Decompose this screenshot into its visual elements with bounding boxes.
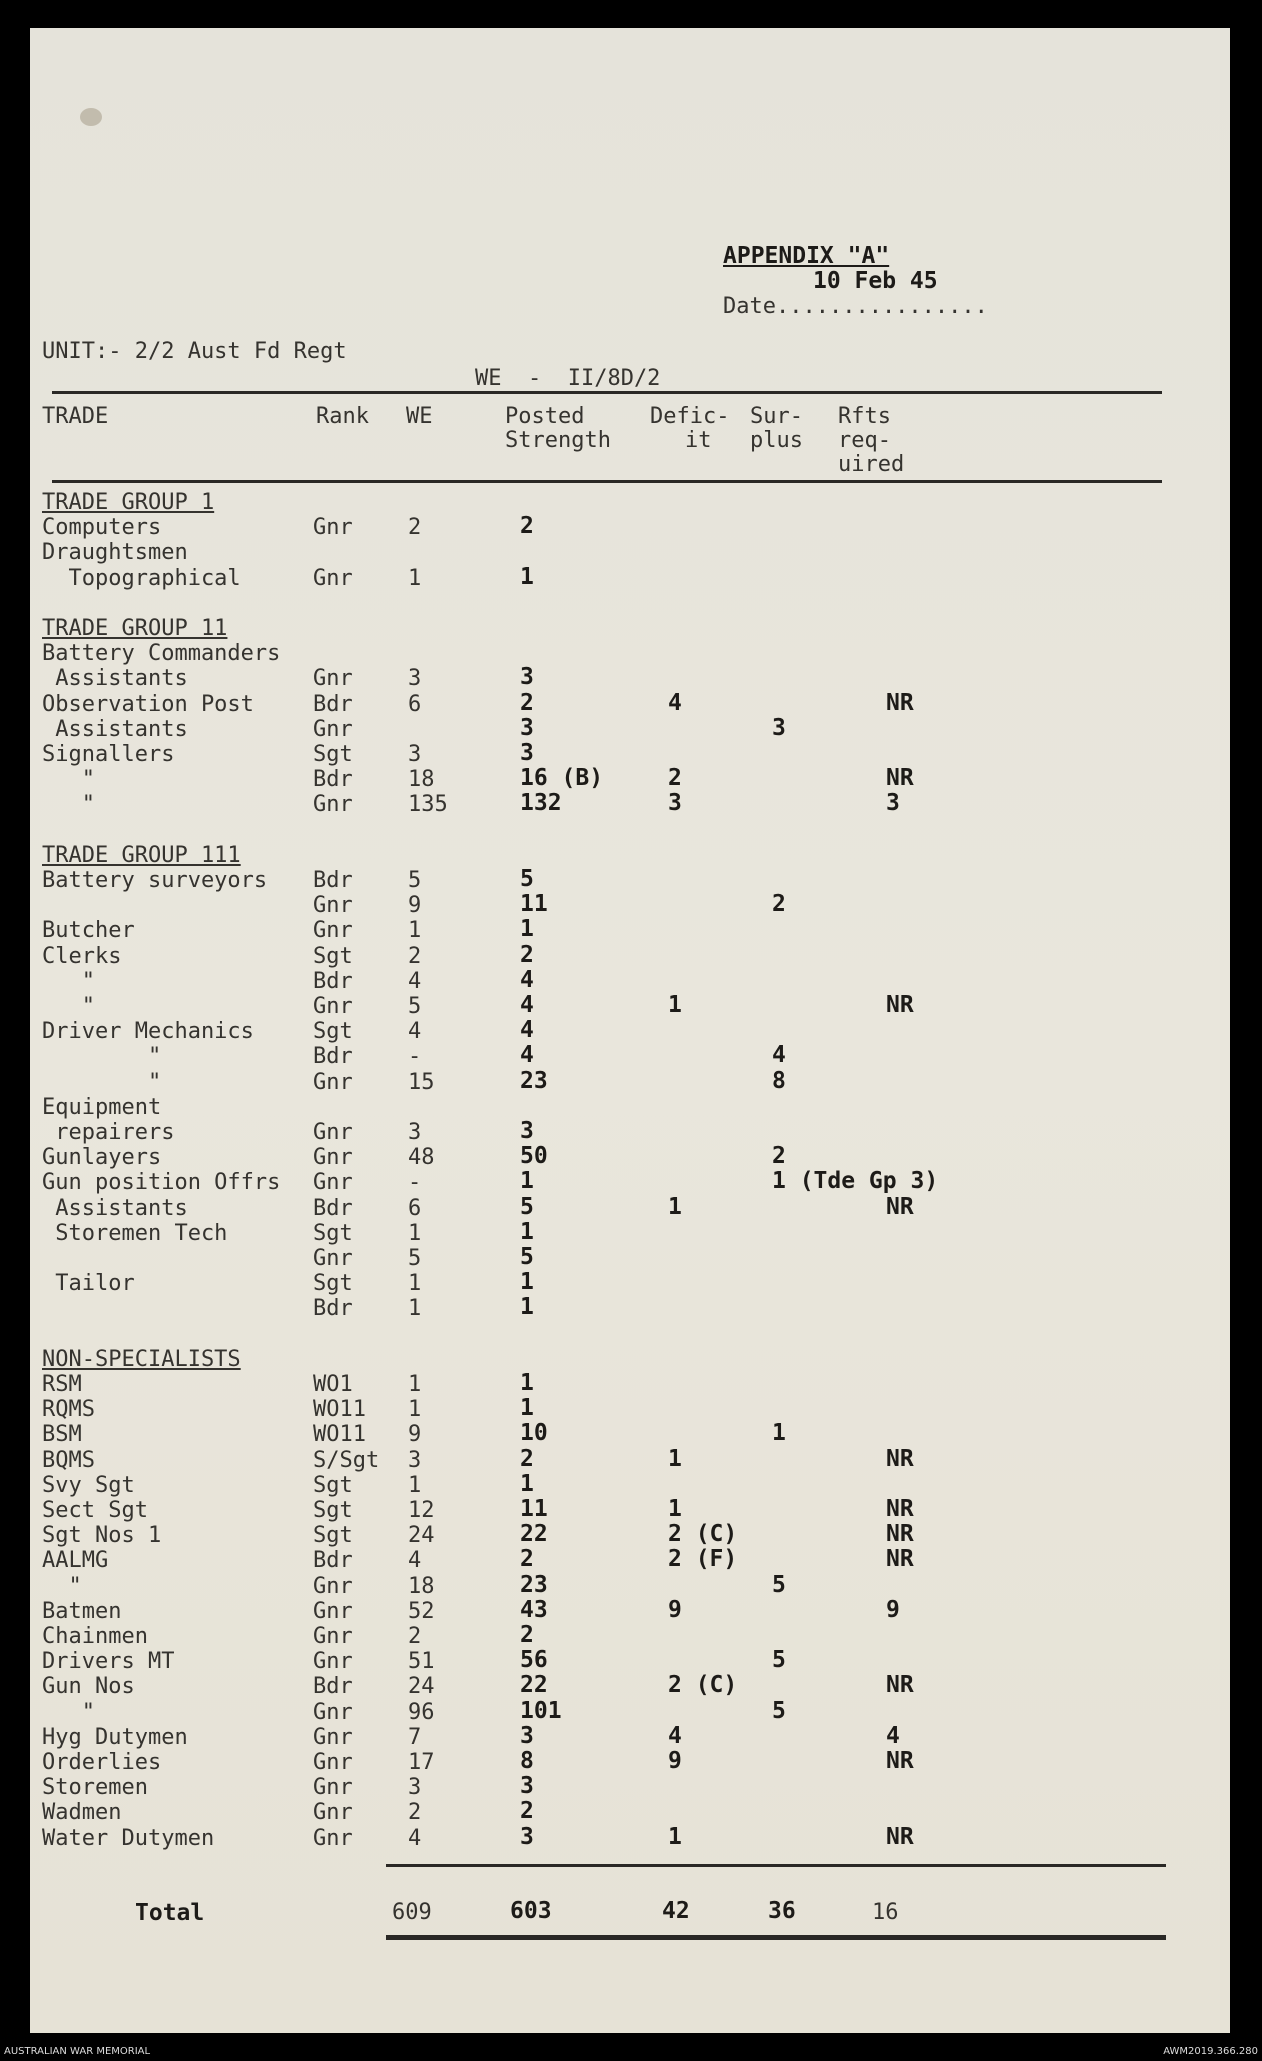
cell-rank: Gnr xyxy=(313,1724,353,1750)
cell-we: 15 xyxy=(408,1069,435,1095)
cell-deficit: 2 (C) xyxy=(668,1672,738,1699)
total-surplus: 36 xyxy=(768,1898,796,1924)
col-rfts-3: uired xyxy=(838,452,905,477)
section-heading: TRADE GROUP 111 xyxy=(42,842,241,868)
cell-posted: 3 xyxy=(520,1722,534,1749)
cell-rank: Sgt xyxy=(313,742,353,767)
cell-trade: Equipment xyxy=(42,1094,162,1120)
cell-rank: Gnr xyxy=(313,1573,353,1599)
cell-deficit: 1 xyxy=(668,1193,682,1220)
cell-rank: Gnr xyxy=(313,1246,353,1271)
col-deficit-2: it xyxy=(685,428,712,453)
cell-we: 4 xyxy=(408,1019,422,1045)
col-deficit-1: Defic- xyxy=(650,404,730,429)
cell-rfts: NR xyxy=(886,1193,914,1220)
cell-we: 1 xyxy=(408,1397,422,1423)
cell-posted: 8 xyxy=(520,1748,534,1774)
cell-we: 24 xyxy=(408,1674,435,1700)
cell-posted: 56 xyxy=(520,1647,548,1674)
cell-we: 96 xyxy=(408,1699,435,1725)
date-value: 10 Feb 45 xyxy=(813,268,938,294)
cell-posted: 4 xyxy=(520,992,534,1018)
ink-stain xyxy=(80,108,102,126)
cell-rfts: NR xyxy=(886,1748,914,1774)
cell-posted: 132 xyxy=(520,790,562,817)
cell-we: 5 xyxy=(408,1246,422,1271)
cell-rank: Gnr xyxy=(313,1170,353,1196)
cell-trade: Computers xyxy=(42,515,162,541)
cell-rfts: NR xyxy=(886,1823,914,1850)
cell-rank: S/Sgt xyxy=(313,1447,380,1473)
cell-rank: Gnr xyxy=(313,893,353,919)
cell-rfts: NR xyxy=(886,992,914,1018)
cell-deficit: 2 (F) xyxy=(668,1546,738,1573)
cell-we: 52 xyxy=(408,1598,435,1624)
cell-we: 9 xyxy=(408,1422,422,1448)
section-heading: TRADE GROUP 11 xyxy=(42,616,228,641)
cell-we: 7 xyxy=(408,1724,422,1750)
total-we: 609 xyxy=(392,1900,432,1925)
cell-deficit: 4 xyxy=(668,689,682,716)
cell-surplus: 5 xyxy=(772,1647,786,1674)
cell-surplus: 8 xyxy=(772,1067,786,1094)
cell-deficit: 1 xyxy=(668,1823,682,1850)
cell-we: 2 xyxy=(408,943,422,969)
cell-trade: Observation Post xyxy=(42,691,254,717)
cell-rank: Bdr xyxy=(313,968,353,994)
cell-trade: " xyxy=(42,1069,162,1095)
cell-we: 17 xyxy=(408,1750,435,1775)
col-rfts-2: req- xyxy=(838,428,891,453)
cell-trade: " xyxy=(42,767,95,793)
cell-posted: 43 xyxy=(520,1596,548,1623)
cell-trade: Wadmen xyxy=(42,1800,122,1826)
cell-we: 4 xyxy=(408,1825,422,1851)
col-trade: TRADE xyxy=(42,404,109,429)
cell-deficit: 9 xyxy=(668,1748,682,1774)
cell-posted: 1 xyxy=(520,916,534,943)
cell-deficit: 2 (C) xyxy=(668,1521,738,1548)
cell-we: - xyxy=(408,1170,422,1196)
cell-we: 12 xyxy=(408,1498,435,1523)
cell-posted: 1 xyxy=(520,1294,534,1321)
cell-surplus: 2 xyxy=(772,891,786,918)
cell-rfts: NR xyxy=(886,1496,914,1522)
cell-rfts: NR xyxy=(886,1521,914,1548)
cell-trade: Hyg Dutymen xyxy=(42,1724,188,1750)
cell-posted: 23 xyxy=(520,1067,548,1094)
cell-we: 6 xyxy=(408,691,422,717)
cell-we: 1 xyxy=(408,1271,422,1297)
cell-trade: Storemen xyxy=(42,1775,148,1801)
cell-posted: 2 xyxy=(520,1546,534,1573)
cell-posted: 4 xyxy=(520,1042,534,1069)
cell-rfts: NR xyxy=(886,1546,914,1573)
col-rfts-1: Rfts xyxy=(838,404,891,429)
cell-posted: 2 xyxy=(520,1622,534,1648)
cell-trade: Clerks xyxy=(42,943,122,969)
cell-we: 4 xyxy=(408,1548,422,1574)
cell-posted: 1 xyxy=(520,1470,534,1497)
cell-trade: RQMS xyxy=(42,1397,95,1423)
cell-rank: Sgt xyxy=(313,1019,353,1045)
cell-trade: Assistants xyxy=(42,716,188,742)
cell-surplus: 3 xyxy=(772,714,786,741)
cell-posted: 1 xyxy=(520,1395,534,1422)
cell-we: 1 xyxy=(408,918,422,944)
cell-rank: WO11 xyxy=(313,1422,366,1448)
cell-we: 51 xyxy=(408,1649,435,1675)
cell-posted: 11 xyxy=(520,891,548,918)
cell-trade: " xyxy=(42,994,95,1019)
cell-deficit: 2 xyxy=(668,765,682,792)
cell-rfts: 9 xyxy=(886,1596,900,1623)
cell-we: 3 xyxy=(408,1775,422,1801)
cell-posted: 1 xyxy=(520,1218,534,1245)
cell-rank: Gnr xyxy=(313,515,353,541)
cell-we: 18 xyxy=(408,767,435,793)
cell-rank: Gnr xyxy=(313,1649,353,1675)
cell-rfts: 3 xyxy=(886,790,900,817)
cell-posted: 3 xyxy=(520,1773,534,1800)
cell-surplus: 4 xyxy=(772,1042,786,1069)
unit-line: UNIT:- 2/2 Aust Fd Regt xyxy=(42,339,347,364)
cell-trade: Battery surveyors xyxy=(42,868,268,893)
total-rule-bottom xyxy=(386,1935,1166,1940)
cell-we: 48 xyxy=(408,1145,435,1171)
cell-trade: Sect Sgt xyxy=(42,1498,148,1523)
cell-we: 3 xyxy=(408,742,422,767)
cell-posted: 11 xyxy=(520,1496,548,1522)
cell-posted: 1 xyxy=(520,1168,534,1195)
cell-posted: 22 xyxy=(520,1672,548,1699)
cell-rfts: NR xyxy=(886,765,914,792)
cell-rank: Gnr xyxy=(313,1800,353,1826)
cell-we: 5 xyxy=(408,994,422,1019)
cell-rank: Gnr xyxy=(313,1750,353,1775)
cell-rank: Bdr xyxy=(313,1195,353,1221)
cell-trade: " xyxy=(42,968,95,994)
cell-rank: WO1 xyxy=(313,1372,353,1397)
cell-trade: Gunlayers xyxy=(42,1145,162,1171)
cell-rank: Gnr xyxy=(313,1699,353,1725)
cell-trade: Gun Nos xyxy=(42,1674,135,1700)
cell-we: 3 xyxy=(408,666,422,692)
cell-rank: Gnr xyxy=(313,1069,353,1095)
cell-rank: Gnr xyxy=(313,1775,353,1801)
cell-trade: Chainmen xyxy=(42,1624,148,1649)
cell-trade: Signallers xyxy=(42,742,175,767)
col-posted-2: Strength xyxy=(505,428,611,453)
col-posted-1: Posted xyxy=(505,404,585,429)
cell-rank: Bdr xyxy=(313,868,353,893)
cell-rfts: NR xyxy=(886,1445,914,1472)
cell-rank: Gnr xyxy=(313,1825,353,1851)
header-rule-top xyxy=(52,391,1162,394)
total-rfts: 16 xyxy=(872,1900,899,1925)
cell-rank: Bdr xyxy=(313,1296,353,1322)
cell-posted: 2 xyxy=(520,689,534,716)
document-page xyxy=(30,28,1230,2033)
cell-we: 1 xyxy=(408,1220,422,1246)
cell-trade: Assistants xyxy=(42,1195,188,1221)
cell-rank: Gnr xyxy=(313,1145,353,1171)
cell-posted: 1 xyxy=(520,563,534,590)
header-rule-bottom xyxy=(52,480,1162,483)
cell-trade: repairers xyxy=(42,1120,175,1145)
cell-deficit: 1 xyxy=(668,1496,682,1522)
footer-accession: AWM2019.366.280 xyxy=(1163,2046,1258,2057)
total-posted: 603 xyxy=(510,1898,552,1924)
cell-posted: 2 xyxy=(520,941,534,968)
cell-trade: Battery Commanders xyxy=(42,641,281,667)
cell-deficit: 4 xyxy=(668,1722,682,1749)
cell-deficit: 1 xyxy=(668,1445,682,1472)
cell-trade: Draughtsmen xyxy=(42,540,188,566)
cell-rank: Sgt xyxy=(313,1472,353,1498)
total-rule-top xyxy=(386,1864,1166,1867)
cell-we: 1 xyxy=(408,1296,422,1322)
cell-we: 6 xyxy=(408,1195,422,1221)
cell-trade: Svy Sgt xyxy=(42,1472,135,1498)
cell-deficit: 3 xyxy=(668,790,682,817)
cell-posted: 3 xyxy=(520,664,534,691)
cell-trade: Gun position Offrs xyxy=(42,1170,281,1196)
cell-we: 3 xyxy=(408,1447,422,1473)
cell-rank: Gnr xyxy=(313,1598,353,1624)
cell-we: 18 xyxy=(408,1573,435,1599)
cell-trade: Assistants xyxy=(42,666,188,692)
section-heading: NON-SPECIALISTS xyxy=(42,1346,241,1372)
cell-rank: WO11 xyxy=(313,1397,366,1423)
cell-posted: 50 xyxy=(520,1143,548,1170)
cell-rank: Gnr xyxy=(313,918,353,944)
cell-posted: 101 xyxy=(520,1697,562,1724)
cell-surplus: 1 (Tde Gp 3) xyxy=(772,1168,939,1195)
col-surplus-1: Sur- xyxy=(750,404,803,429)
cell-trade: Orderlies xyxy=(42,1750,162,1775)
cell-surplus: 1 xyxy=(772,1420,786,1447)
cell-surplus: 5 xyxy=(772,1697,786,1724)
cell-posted: 2 xyxy=(520,513,534,540)
cell-deficit: 9 xyxy=(668,1596,682,1623)
cell-trade: " xyxy=(42,1573,82,1599)
cell-trade: Water Dutymen xyxy=(42,1825,215,1851)
cell-we: 4 xyxy=(408,968,422,994)
cell-rank: Bdr xyxy=(313,1044,353,1070)
cell-posted: 3 xyxy=(520,740,534,766)
cell-we: 2 xyxy=(408,1800,422,1826)
col-we: WE xyxy=(406,404,433,429)
cell-rank: Gnr xyxy=(313,565,353,591)
cell-rfts: 4 xyxy=(886,1722,900,1749)
cell-trade: BSM xyxy=(42,1422,82,1448)
cell-we: 5 xyxy=(408,868,422,893)
cell-posted: 23 xyxy=(520,1571,548,1598)
cell-posted: 1 xyxy=(520,1269,534,1296)
cell-we: 1 xyxy=(408,565,422,591)
cell-posted: 22 xyxy=(520,1521,548,1548)
cell-rank: Sgt xyxy=(313,1220,353,1246)
footer-source: AUSTRALIAN WAR MEMORIAL xyxy=(4,2046,151,2057)
cell-trade: Batmen xyxy=(42,1598,122,1624)
cell-trade: Butcher xyxy=(42,918,135,944)
cell-trade: " xyxy=(42,1699,95,1725)
total-deficit: 42 xyxy=(662,1898,690,1924)
total-label: Total xyxy=(135,1900,205,1926)
cell-trade: Tailor xyxy=(42,1271,135,1297)
cell-we: 2 xyxy=(408,1624,422,1649)
cell-surplus: 2 xyxy=(772,1143,786,1170)
cell-we: 2 xyxy=(408,515,422,541)
cell-rank: Sgt xyxy=(313,1498,353,1523)
cell-posted: 4 xyxy=(520,1017,534,1044)
cell-posted: 2 xyxy=(520,1798,534,1825)
cell-trade: AALMG xyxy=(42,1548,109,1574)
cell-posted: 5 xyxy=(520,866,534,892)
cell-we: 3 xyxy=(408,1120,422,1145)
cell-trade: RSM xyxy=(42,1372,82,1397)
cell-posted: 3 xyxy=(520,714,534,741)
cell-posted: 4 xyxy=(520,966,534,993)
cell-posted: 5 xyxy=(520,1244,534,1270)
cell-we: - xyxy=(408,1044,422,1070)
cell-we: 9 xyxy=(408,893,422,919)
cell-rank: Gnr xyxy=(313,1120,353,1145)
section-heading: TRADE GROUP 1 xyxy=(42,490,215,515)
col-rank: Rank xyxy=(316,404,369,429)
cell-trade: Sgt Nos 1 xyxy=(42,1523,162,1549)
cell-posted: 10 xyxy=(520,1420,548,1447)
date-label: Date................ xyxy=(723,294,988,319)
cell-rank: Bdr xyxy=(313,767,353,793)
cell-deficit: 1 xyxy=(668,992,682,1018)
cell-posted: 3 xyxy=(520,1823,534,1850)
cell-trade: Topographical xyxy=(42,565,241,591)
cell-rfts: NR xyxy=(886,1672,914,1699)
cell-rank: Gnr xyxy=(313,792,353,818)
cell-trade: Storemen Tech xyxy=(42,1220,228,1246)
cell-we: 1 xyxy=(408,1472,422,1498)
cell-we: 1 xyxy=(408,1372,422,1397)
cell-we: 135 xyxy=(408,792,448,818)
cell-rank: Sgt xyxy=(313,1523,353,1549)
cell-posted: 16 (B) xyxy=(520,765,604,792)
cell-surplus: 5 xyxy=(772,1571,786,1598)
cell-rank: Bdr xyxy=(313,1548,353,1574)
cell-rank: Sgt xyxy=(313,943,353,969)
cell-trade: " xyxy=(42,792,95,818)
cell-rfts: NR xyxy=(886,689,914,716)
cell-trade: Driver Mechanics xyxy=(42,1019,254,1045)
cell-trade: " xyxy=(42,1044,162,1070)
col-surplus-2: plus xyxy=(750,428,803,453)
cell-posted: 1 xyxy=(520,1370,534,1396)
cell-we: 24 xyxy=(408,1523,435,1549)
cell-posted: 2 xyxy=(520,1445,534,1472)
cell-trade: BQMS xyxy=(42,1447,95,1473)
cell-rank: Gnr xyxy=(313,994,353,1019)
cell-rank: Sgt xyxy=(313,1271,353,1297)
cell-trade: Drivers MT xyxy=(42,1649,175,1675)
cell-rank: Gnr xyxy=(313,666,353,692)
cell-posted: 3 xyxy=(520,1118,534,1144)
cell-posted: 5 xyxy=(520,1193,534,1220)
cell-rank: Bdr xyxy=(313,691,353,717)
cell-rank: Gnr xyxy=(313,716,353,742)
appendix-title: APPENDIX "A" xyxy=(723,243,890,269)
we-reference: WE - II/8D/2 xyxy=(475,366,661,391)
cell-rank: Bdr xyxy=(313,1674,353,1700)
cell-rank: Gnr xyxy=(313,1624,353,1649)
